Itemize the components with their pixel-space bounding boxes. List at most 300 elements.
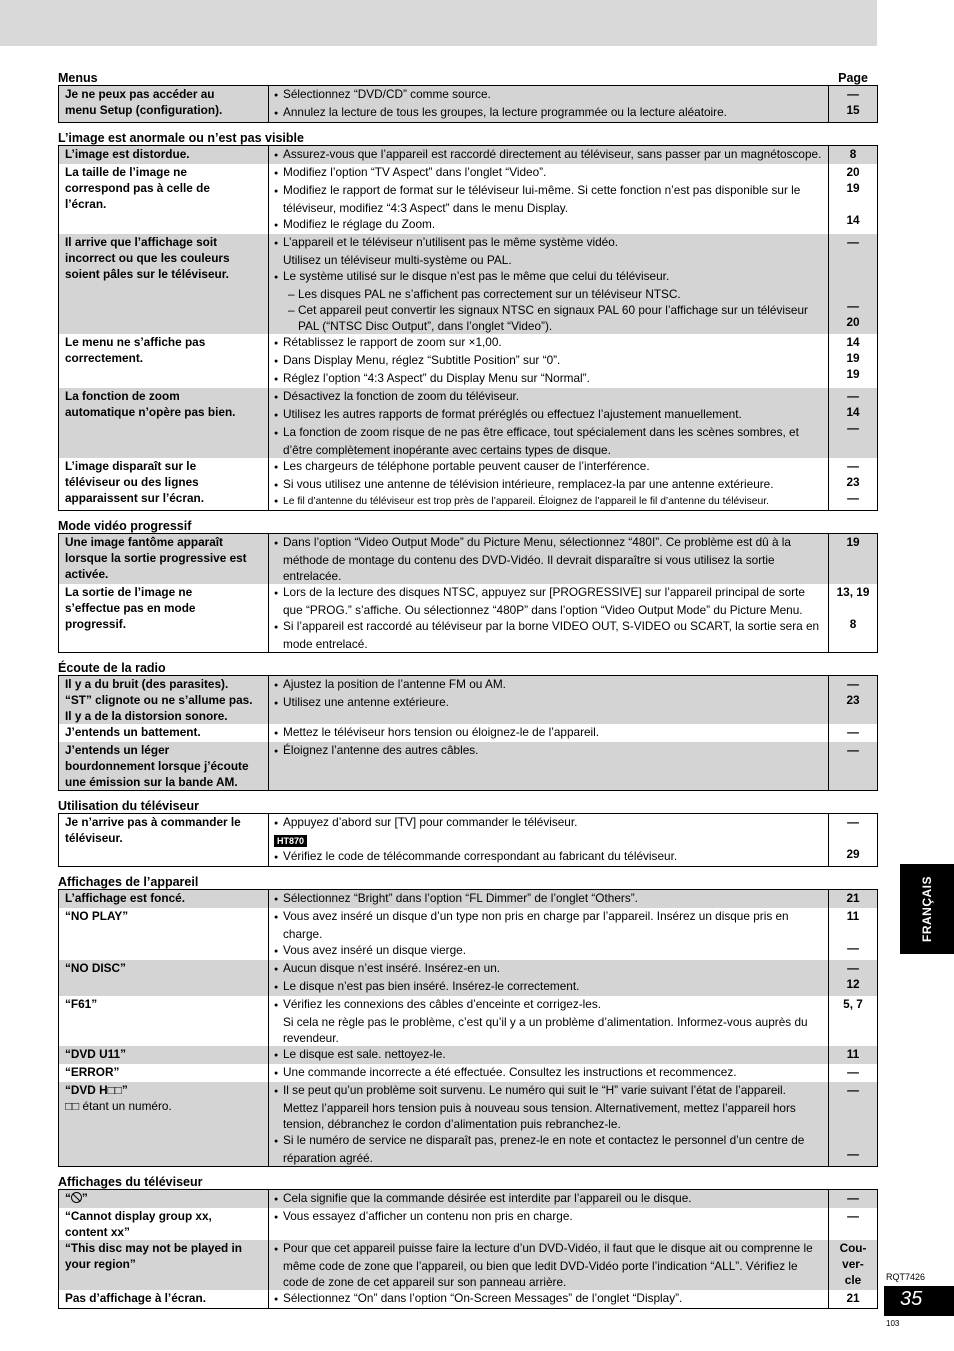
problem-text: “ERROR” <box>65 1065 120 1079</box>
page-ref: — <box>847 87 859 101</box>
page-ref-cell <box>829 458 878 511</box>
table-row <box>59 584 878 653</box>
page-ref: 5, 7 <box>843 997 863 1011</box>
page-ref-cell <box>829 1064 878 1082</box>
table-row <box>59 164 878 234</box>
table-row <box>59 1290 878 1309</box>
solution-text: Les chargeurs de téléphone portable peuvent causer de l’interférence. <box>283 459 650 473</box>
section-heading <box>58 67 878 85</box>
page-ref: — <box>847 389 859 403</box>
solution-cell <box>269 1208 829 1240</box>
problem-cell <box>59 724 269 742</box>
problem-text: “ ” <box>65 1191 88 1205</box>
solution-item <box>274 406 822 424</box>
page-ref: 23 <box>846 693 860 707</box>
problem-text: “ST” clignote ou ne s’allume pas. <box>65 693 253 707</box>
page-ref-cell <box>829 908 878 960</box>
problem-text: L’image est distordue. <box>65 147 190 161</box>
page-ref: ver- <box>842 1257 864 1271</box>
solution-text: Sélectionnez “Bright” dans l’option “FL Dimmer” de l’onglet “Others”. <box>283 891 638 905</box>
solution-text: Il se peut qu’un problème soit survenu. Le numéro qui suit le “H” varie suivant l’état de l’appareil. Mettez l’appareil hors tension puis à nouveau sous tension. Alternativement, mettez l’appareil hors tension, débranchez le cordon d’alimentation puis rebranchez-le. <box>283 1083 796 1131</box>
section-title: Écoute de la radio <box>58 661 166 675</box>
page-ref: Cou- <box>839 1241 867 1255</box>
page-ref: — <box>847 235 859 249</box>
solution-text: Sélectionnez “DVD/CD” comme source. <box>283 87 491 101</box>
page-ref: — <box>847 1191 859 1205</box>
table-row <box>59 960 878 996</box>
problem-cell <box>59 584 269 653</box>
page-ref-cell <box>829 814 878 867</box>
problem-cell <box>59 676 269 725</box>
solution-cell <box>269 146 829 165</box>
solution-item <box>274 1190 822 1208</box>
solution-text: Lors de la lecture des disques NTSC, appuyez sur [PROGRESSIVE] sur l’appareil principal de sorte que “PROG.” s’affiche. Ou sélectionnez “480P” dans l’option “Video Output Mode” du Picture Menu. <box>283 585 805 617</box>
problem-text: progressif. <box>65 617 126 631</box>
troubleshooting-table <box>58 1189 878 1309</box>
page-ref: — <box>847 815 859 829</box>
page-ref: 14 <box>846 405 860 419</box>
problem-text: La fonction de zoom <box>65 389 180 403</box>
section-title: Affichages du téléviseur <box>58 1175 203 1189</box>
problem-text: incorrect ou que les couleurs <box>65 251 230 265</box>
page-ref-cell <box>829 960 878 996</box>
page-ref <box>831 1098 875 1114</box>
page-ref: cle <box>844 1273 862 1287</box>
table-row <box>59 724 878 742</box>
solution-item <box>274 584 822 618</box>
solution-text: Éloignez l’antenne des autres câbles. <box>283 743 479 757</box>
solution-text: Modifiez le rapport de format sur le téléviseur lui-même. Si cette fonction n’est pas disponible sur le téléviseur, modifiez “4:3 Aspect” dans le menu Display. <box>283 183 801 215</box>
section-heading <box>58 871 878 889</box>
problem-text: soient pâles sur le téléviseur. <box>65 267 229 281</box>
page-ref-cell <box>829 146 878 165</box>
page-ref <box>831 1130 875 1146</box>
page-ref: 11 <box>846 1047 860 1061</box>
problem-text: automatique n’opère pas bien. <box>65 405 236 419</box>
problem-cell <box>59 1208 269 1240</box>
problem-text: téléviseur ou des lignes <box>65 475 199 489</box>
problem-text: activée. <box>65 567 109 581</box>
page-ref-cell <box>829 996 878 1046</box>
solution-text: Annulez la lecture de tous les groupes, la lecture programmée ou la lecture aléatoire. <box>283 105 727 119</box>
solution-cell <box>269 1046 829 1064</box>
solution-item <box>274 742 822 760</box>
problem-cell <box>59 908 269 960</box>
solution-item <box>274 458 822 476</box>
problem-text: Une image fantôme apparaît <box>65 535 223 549</box>
solution-cell <box>269 1064 829 1082</box>
table-row <box>59 1046 878 1064</box>
solution-text: Utilisez les autres rapports de format préréglés ou effectuez l’ajustement manuellement. <box>283 407 742 421</box>
language-label: FRANÇAIS <box>920 876 934 942</box>
table-row <box>59 534 878 585</box>
page-ref: 19 <box>846 535 860 549</box>
problem-text: Je ne peux pas accéder au <box>65 87 215 101</box>
solution-item <box>274 476 822 494</box>
table-row <box>59 1082 878 1167</box>
problem-text: J’entends un léger <box>65 743 170 757</box>
table-row <box>59 1064 878 1082</box>
problem-cell <box>59 86 269 123</box>
page-ref: — <box>847 299 859 313</box>
page-ref <box>831 250 875 266</box>
problem-text: Pas d’affichage à l’écran. <box>65 1291 206 1305</box>
page-ref: 8 <box>849 617 857 631</box>
solution-text: Vous essayez d’afficher un contenu non pris en charge. <box>283 1209 573 1223</box>
problem-text: correctement. <box>65 351 144 365</box>
solution-text: Aucun disque n’est inséré. Insérez-en un. <box>283 961 501 975</box>
solution-cell <box>269 1082 829 1167</box>
solution-item <box>274 1064 822 1082</box>
solution-item <box>274 908 822 942</box>
problem-text: lorsque la sortie progressive est <box>65 551 247 565</box>
problem-text: bourdonnement lorsque j’écoute <box>65 759 249 773</box>
page-ref-cell <box>829 1190 878 1209</box>
solution-text: Utilisez un téléviseur multi-système ou PAL. <box>283 253 512 267</box>
solution-text: Le fil d’antenne du téléviseur est trop près de l’appareil. Éloignez de l’appareil le fil d’antenne du téléviseur. <box>283 496 769 507</box>
page-ref: 21 <box>846 891 860 905</box>
solution-text: Ajustez la position de l’antenne FM ou AM. <box>283 677 506 691</box>
table-row <box>59 458 878 511</box>
problem-cell <box>59 164 269 234</box>
table-row <box>59 742 878 791</box>
solution-item <box>274 234 822 252</box>
page-ref: — <box>847 725 859 739</box>
page-ref-cell <box>829 676 878 725</box>
section-title: L’image est anormale ou n’est pas visible <box>58 131 304 145</box>
page-ref <box>831 266 875 282</box>
page-ref: 29 <box>846 847 860 861</box>
problem-cell <box>59 388 269 458</box>
page-ref: 8 <box>849 147 857 161</box>
solution-text: Dans l’option “Video Output Mode” du Picture Menu, sélectionnez “480I”. Ce problème est dû à la méthode de montage du contenu des DVD-Vidéo. Il devrait disparaître si vous utilisez la sortie entrelacée. <box>283 535 791 583</box>
solution-text: Sélectionnez “On” dans l’option “On-Screen Messages” de l’onglet “Display”. <box>283 1291 683 1305</box>
solution-item <box>274 694 822 712</box>
page-ref-cell <box>829 742 878 791</box>
solution-item <box>274 334 822 352</box>
solution-cell <box>269 388 829 458</box>
problem-text: your region” <box>65 1257 136 1271</box>
solution-continuation <box>274 1014 822 1046</box>
solution-cell <box>269 86 829 123</box>
page-ref: — <box>847 491 859 505</box>
solution-item <box>274 534 822 584</box>
problem-text: “Cannot display group xx, <box>65 1209 212 1223</box>
table-row <box>59 890 878 909</box>
solution-item <box>274 494 822 510</box>
problem-text: L’affichage est foncé. <box>65 891 185 905</box>
solution-text: Le disque n’est pas bien inséré. Insérez-le correctement. <box>283 979 580 993</box>
problem-text: une émission sur la bande AM. <box>65 775 238 789</box>
page-number-box <box>884 1286 954 1316</box>
sub-page-number: 103 <box>886 1319 900 1328</box>
solution-cell <box>269 1190 829 1209</box>
forbidden-icon <box>71 1192 82 1203</box>
table-row <box>59 814 878 867</box>
solution-text: Vous avez inséré un disque vierge. <box>283 943 466 957</box>
table-row <box>59 334 878 388</box>
solution-text: Si le numéro de service ne disparaît pas, prenez-le en note et contactez le personnel d’un centre de réparation agréé. <box>283 1133 805 1165</box>
solution-text: Vérifiez les connexions des câbles d’enceinte et corrigez-les. <box>283 997 602 1011</box>
solution-text: Dans Display Menu, réglez “Subtitle Position” sur “0”. <box>283 353 561 367</box>
problem-text: L’image disparaît sur le <box>65 459 197 473</box>
solution-item <box>274 848 822 866</box>
page-ref: 14 <box>846 335 860 349</box>
page-ref: 20 <box>846 165 860 179</box>
solution-item <box>274 724 822 742</box>
problem-text: “DVD H□□” <box>65 1083 128 1097</box>
problem-cell <box>59 1046 269 1064</box>
problem-text: Il arrive que l’affichage soit <box>65 235 218 249</box>
page-ref: 15 <box>846 103 860 117</box>
page-ref-cell <box>829 1290 878 1309</box>
table-row <box>59 1208 878 1240</box>
solution-cell <box>269 908 829 960</box>
page-ref <box>831 830 875 846</box>
table-row <box>59 86 878 123</box>
solution-item <box>274 164 822 182</box>
problem-cell <box>59 996 269 1046</box>
page-ref <box>831 924 875 940</box>
solution-item <box>274 182 822 216</box>
solution-cell <box>269 814 829 867</box>
page-ref-cell <box>829 584 878 653</box>
solution-item <box>274 1082 822 1132</box>
table-row <box>59 234 878 334</box>
problem-text: Il y a de la distorsion sonore. <box>65 709 228 723</box>
problem-text: La taille de l’image ne <box>65 165 187 179</box>
model-badge: HT870 <box>274 835 307 847</box>
page-ref-cell <box>829 890 878 909</box>
page-number: 35 <box>900 1288 923 1310</box>
problem-cell <box>59 1290 269 1309</box>
solution-text: Appuyez d’abord sur [TV] pour commander le téléviseur. <box>283 815 578 829</box>
solution-item <box>274 996 822 1014</box>
page-ref <box>831 1114 875 1130</box>
problem-note: □□ étant un numéro. <box>65 1099 172 1113</box>
solution-text: Modifiez le réglage du Zoom. <box>283 217 436 231</box>
problem-cell <box>59 814 269 867</box>
solution-cell <box>269 234 829 334</box>
page-ref: — <box>847 1209 859 1223</box>
solution-cell <box>269 890 829 909</box>
solution-text: Cela signifie que la commande désirée est interdite par l’appareil ou le disque. <box>283 1191 692 1205</box>
solution-text: Le système utilisé sur le disque n’est pas le même que celui du téléviseur. <box>283 269 670 283</box>
section-heading <box>58 657 878 675</box>
solution-item <box>274 676 822 694</box>
problem-text: content xx” <box>65 1225 130 1239</box>
problem-text: menu Setup (configuration). <box>65 103 223 117</box>
problem-text: La sortie de l’image ne <box>65 585 193 599</box>
troubleshooting-table <box>58 889 878 1167</box>
solution-continuation <box>274 252 822 268</box>
page-ref: 13, 19 <box>836 585 870 599</box>
page-ref <box>831 600 875 616</box>
page-ref: — <box>847 459 859 473</box>
solution-cell <box>269 584 829 653</box>
solution-item <box>274 388 822 406</box>
solution-item <box>274 618 822 652</box>
solution-text: Pour que cet appareil puisse faire la lecture d’un DVD-Vidéo, il faut que le disque ait ou comprenne le même code de zone que l’appareil, ou bien que ledit DVD-Vidéo porte l’indication “ALL”. Vérifiez le code de zone de cet appareil sur son panneau arrière. <box>283 1241 813 1289</box>
solution-text: La fonction de zoom risque de ne pas être efficace, tout spécialement dans les scènes sombres, et d’être complètement inopérante avec certains types de disque. <box>283 425 799 457</box>
solution-item <box>274 1290 822 1308</box>
page-ref: 19 <box>846 351 860 365</box>
problem-cell <box>59 1240 269 1290</box>
troubleshooting-table <box>58 85 878 123</box>
page-ref: — <box>847 1083 859 1097</box>
problem-cell <box>59 534 269 585</box>
solution-item <box>274 1240 822 1290</box>
page-ref: — <box>847 961 859 975</box>
solution-item <box>274 268 822 286</box>
solution-text: Si l’appareil est raccordé au téléviseur par la borne VIDEO OUT, S-VIDEO ou SCART, la sortie sera en mode entrelacé. <box>283 619 820 651</box>
problem-cell <box>59 1190 269 1209</box>
section-title: Utilisation du téléviseur <box>58 799 200 813</box>
solution-item <box>274 104 822 122</box>
problem-cell <box>59 334 269 388</box>
solution-text: Mettez le téléviseur hors tension ou éloignez-le de l’appareil. <box>283 725 600 739</box>
table-row <box>59 908 878 960</box>
section-heading <box>58 127 878 145</box>
solution-cell <box>269 458 829 511</box>
solution-text: Les disques PAL ne s’affichent pas correctement sur un téléviseur NTSC. <box>298 287 681 301</box>
solution-item <box>274 1132 822 1166</box>
solution-text: Le disque est sale. nettoyez-le. <box>283 1047 446 1061</box>
page-ref-cell <box>829 388 878 458</box>
solution-text: L’appareil et le téléviseur n’utilisent pas le même système vidéo. <box>283 235 619 249</box>
problem-text: “F61” <box>65 997 98 1011</box>
page-column-label: Page <box>838 71 868 85</box>
page-ref: — <box>847 421 859 435</box>
page-ref-cell <box>829 1208 878 1240</box>
solution-text: Rétablissez le rapport de zoom sur ×1,00. <box>283 335 502 349</box>
solution-cell <box>269 534 829 585</box>
solution-text: Une commande incorrecte a été effectuée. Consultez les instructions et recommencez. <box>283 1065 737 1079</box>
solution-cell <box>269 334 829 388</box>
solution-cell <box>269 1240 829 1290</box>
solution-item <box>274 370 822 388</box>
page-ref-cell <box>829 164 878 234</box>
top-header-band <box>0 0 877 46</box>
page-ref: 11 <box>846 909 860 923</box>
page-ref: 12 <box>846 977 860 991</box>
problem-text: l’écran. <box>65 197 107 211</box>
section-title: Affichages de l’appareil <box>58 875 199 889</box>
document-code: RQT7426 <box>886 1272 926 1282</box>
problem-text: “NO PLAY” <box>65 909 129 923</box>
problem-cell <box>59 890 269 909</box>
page-ref-cell <box>829 534 878 585</box>
problem-text: correspond pas à celle de <box>65 181 210 195</box>
problem-text: “DVD U11” <box>65 1047 126 1061</box>
solution-cell <box>269 1290 829 1309</box>
section-heading <box>58 515 878 533</box>
page-ref-cell <box>829 1082 878 1167</box>
problem-cell <box>59 458 269 511</box>
page-ref-cell <box>829 334 878 388</box>
solution-text: Assurez-vous que l’appareil est raccordé directement au téléviseur, sans passer par un magnétoscope. <box>283 147 822 161</box>
page-ref <box>831 282 875 298</box>
solution-cell <box>269 742 829 791</box>
solution-text: Désactivez la fonction de zoom du téléviseur. <box>283 389 520 403</box>
page-ref: 14 <box>846 213 860 227</box>
solution-item <box>274 424 822 458</box>
page-ref-cell <box>829 724 878 742</box>
solution-text: Si cela ne règle pas le problème, c’est qu’il y a un problème d’alimentation. Informez-vous auprès du revendeur. <box>283 1015 808 1045</box>
page-ref-cell <box>829 1046 878 1064</box>
troubleshooting-table <box>58 145 878 511</box>
solution-text: Vérifiez le code de télécommande correspondant au fabricant du téléviseur. <box>283 849 678 863</box>
page-ref: — <box>847 677 859 691</box>
section-heading <box>58 795 878 813</box>
page-ref: — <box>847 743 859 757</box>
problem-text: “This disc may not be played in <box>65 1241 242 1255</box>
solution-item <box>274 814 822 832</box>
page-ref-cell <box>829 234 878 334</box>
page-ref-cell <box>829 1240 878 1290</box>
solution-item <box>274 1208 822 1226</box>
table-row <box>59 996 878 1046</box>
problem-text: Le menu ne s’affiche pas <box>65 335 206 349</box>
solution-text: Vous avez inséré un disque d’un type non pris en charge par l’appareil. Insérez un disque pris en charge. <box>283 909 789 941</box>
section-title: Mode vidéo progressif <box>58 519 192 533</box>
table-row <box>59 676 878 725</box>
page-ref: — <box>847 1147 859 1161</box>
solution-text: Cet appareil peut convertir les signaux NTSC en signaux PAL 60 pour l’affichage sur un téléviseur PAL (“NTSC Disc Output”, dans l’onglet “Video”). <box>298 303 808 333</box>
page-ref-cell <box>829 86 878 123</box>
troubleshooting-table <box>58 533 878 653</box>
table-row <box>59 1190 878 1209</box>
solution-item <box>274 352 822 370</box>
problem-text: s’effectue pas en mode <box>65 601 196 615</box>
problem-cell <box>59 742 269 791</box>
table-row <box>59 1240 878 1290</box>
solution-item <box>274 216 822 234</box>
solution-text: Modifiez l’option “TV Aspect” dans l’onglet “Video”. <box>283 165 547 179</box>
problem-text: Je n’arrive pas à commander le <box>65 815 241 829</box>
problem-text: Il y a du bruit (des parasites). <box>65 677 229 691</box>
model-badge-line <box>274 832 822 848</box>
problem-text: apparaissent sur l’écran. <box>65 491 205 505</box>
solution-cell <box>269 960 829 996</box>
problem-cell <box>59 1064 269 1082</box>
solution-text: Utilisez une antenne extérieure. <box>283 695 449 709</box>
problem-cell <box>59 960 269 996</box>
page-ref: 23 <box>846 475 860 489</box>
page-ref <box>831 196 875 212</box>
page-ref: — <box>847 1065 859 1079</box>
solution-item <box>274 890 822 908</box>
solution-cell <box>269 676 829 725</box>
solution-item <box>274 960 822 978</box>
solution-item <box>274 1046 822 1064</box>
section-heading <box>58 1171 878 1189</box>
troubleshooting-table <box>58 813 878 867</box>
solution-subitem <box>274 286 822 302</box>
language-side-tab <box>900 864 954 954</box>
page-ref: 20 <box>846 315 860 329</box>
problem-text: “NO DISC” <box>65 961 126 975</box>
solution-text: Si vous utilisez une antenne de télévision intérieure, remplacez-la par une antenne extérieure. <box>283 477 774 491</box>
page-ref: — <box>847 941 859 955</box>
problem-cell <box>59 1082 269 1167</box>
table-row <box>59 146 878 165</box>
problem-cell <box>59 234 269 334</box>
solution-subitem <box>274 302 822 334</box>
solution-cell <box>269 996 829 1046</box>
solution-item <box>274 86 822 104</box>
troubleshooting-content <box>58 63 878 1309</box>
